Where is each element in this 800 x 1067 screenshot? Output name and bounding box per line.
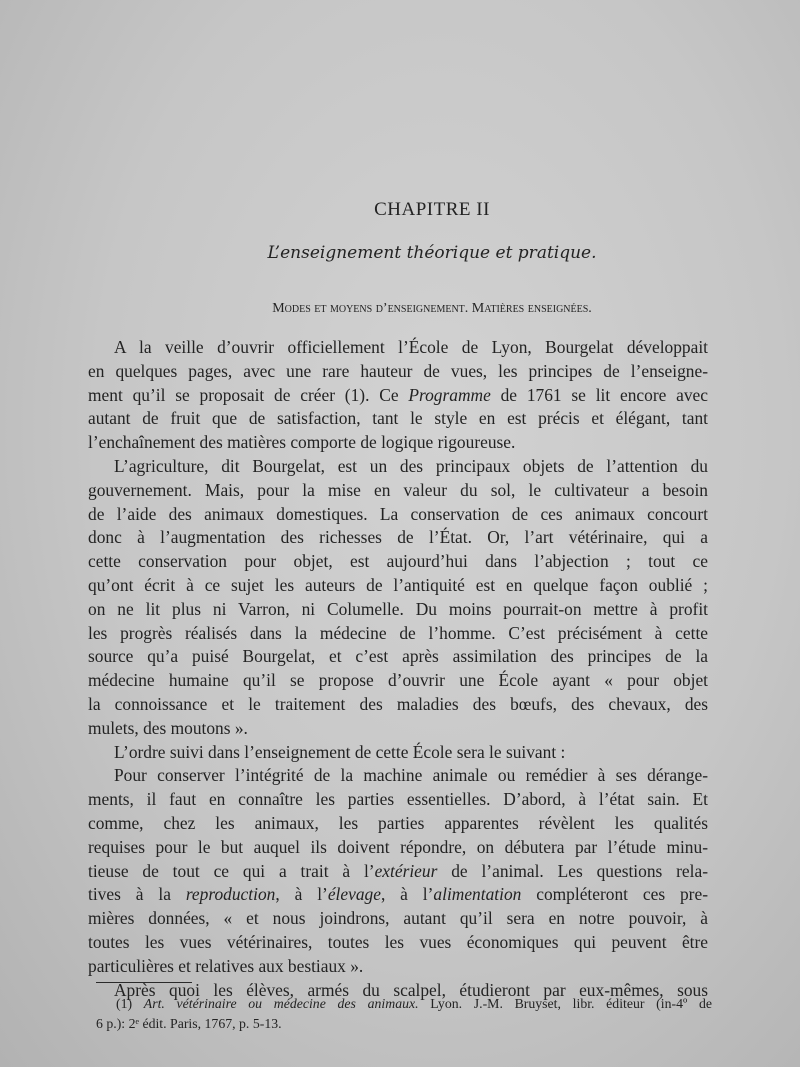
- italic-text: Programme: [408, 384, 491, 405]
- text-line: [88, 812, 708, 836]
- text-segment: 6 p.): 2ᵉ édit. Paris, 1767, p. 5-13.: [96, 1016, 282, 1031]
- text-segment: toutes les vues vétérinaires, toutes les vues économiques qui peuvent être: [88, 931, 708, 952]
- text-line: [88, 550, 708, 574]
- text-segment: L’agriculture, dit Bourgelat, est un des principaux objets de l’attention du: [114, 455, 708, 476]
- text-segment: cette conservation pour objet, est aujourd’hui dans l’abjection ; tout ce: [88, 551, 708, 572]
- text-line: [88, 431, 708, 455]
- text-segment: les progrès réalisés dans la médecine de l’homme. C’est précisément à cette: [88, 622, 708, 643]
- footnote-divider: [96, 982, 192, 983]
- text-line: [88, 526, 708, 550]
- text-segment: Lyon. J.-M. Bruyset, libr. éditeur (in-4º de: [418, 996, 712, 1011]
- text-line: [88, 693, 708, 717]
- text-segment: particulières et relatives aux bestiaux ».: [88, 955, 364, 976]
- text-segment: (1): [116, 996, 144, 1011]
- text-segment: de 1761 se lit encore avec: [490, 384, 708, 405]
- text-segment: l’enchaînement des matières comporte de logique rigoureuse.: [88, 432, 516, 453]
- text-line: [88, 360, 708, 384]
- text-segment: , à l’: [275, 884, 328, 905]
- paragraph: [88, 455, 708, 741]
- text-line: [88, 622, 708, 646]
- text-line: [88, 503, 708, 527]
- text-line: [88, 883, 708, 907]
- text-line: [88, 741, 708, 765]
- paragraph: [88, 336, 708, 455]
- text-segment: mières données, « et nous joindrons, autant qu’il sera en notre pouvoir, à: [88, 908, 708, 929]
- italic-text: Art. vétérinaire ou médecine des animaux.: [143, 996, 419, 1011]
- text-segment: de l’aide des animaux domestiques. La conservation de ces animaux concourt: [88, 503, 708, 524]
- chapter-subtitle: L’enseignement théorique et pratique.: [267, 243, 597, 263]
- text-segment: en quelques pages, avec une rare hauteur de vues, les principes de l’enseigne-: [88, 360, 708, 381]
- text-line: [88, 669, 708, 693]
- text-segment: compléteront ces pre-: [521, 884, 708, 905]
- text-line: [88, 598, 708, 622]
- text-line: [88, 645, 708, 669]
- italic-text: alimentation: [433, 884, 522, 905]
- text-segment: tives à la: [88, 884, 186, 905]
- text-line: [88, 384, 708, 408]
- chapter-title: CHAPITRE II: [374, 199, 490, 220]
- text-line: [88, 907, 708, 931]
- text-segment: la connoissance et le traitement des maladies des bœufs, des chevaux, des: [88, 693, 708, 714]
- text-line: [88, 574, 708, 598]
- body-text: [88, 336, 708, 1002]
- text-segment: ment qu’il se proposait de créer (1). Ce: [88, 384, 409, 405]
- text-line: [88, 836, 708, 860]
- text-segment: L’ordre suivi dans l’enseignement de cette École sera le suivant :: [114, 741, 566, 762]
- text-segment: Pour conserver l’intégrité de la machine animale ou remédier à ses dérange-: [114, 765, 708, 786]
- text-line: [88, 717, 708, 741]
- paragraph: [88, 764, 708, 978]
- text-segment: source qu’a puisé Bourgelat, et c’est après assimilation des principes de la: [88, 646, 708, 667]
- text-line: [88, 931, 708, 955]
- paragraph: [88, 741, 708, 765]
- text-segment: A la veille d’ouvrir officiellement l’École de Lyon, Bourgelat développait: [114, 337, 708, 357]
- text-line: [96, 994, 712, 1014]
- text-segment: gouvernement. Mais, pour la mise en valeur du sol, le cultivateur a besoin: [88, 479, 708, 500]
- italic-text: reproduction: [185, 884, 276, 905]
- text-segment: on ne lit plus ni Varron, ni Columelle. Du moins pourrait-on mettre à profit: [88, 598, 708, 619]
- text-line: [88, 955, 708, 979]
- text-segment: mulets, des moutons ».: [88, 717, 248, 738]
- text-segment: comme, chez les animaux, les parties apparentes révèlent les qualités: [88, 812, 708, 833]
- text-segment: qu’ont écrit à ce sujet les auteurs de l’antiquité est en quelque façon oublié ;: [88, 574, 708, 595]
- text-segment: tieuse de tout ce qui a trait à l’: [88, 860, 375, 881]
- text-segment: autant de fruit que de satisfaction, tant le style en est précis et élégant, tant: [88, 408, 708, 429]
- text-segment: Après quoi les élèves, armés du scalpel, étudieront par eux-mêmes, sous: [114, 979, 708, 1000]
- section-title: Modes et moyens d’enseignement. Matières enseignées.: [272, 301, 592, 316]
- text-line: [96, 1014, 712, 1034]
- italic-text: extérieur: [374, 860, 438, 881]
- text-segment: requises pour le but auquel ils doivent répondre, on débutera par l’étude minu-: [88, 836, 708, 857]
- text-line: [88, 407, 708, 431]
- footnote: [96, 994, 712, 1034]
- text-line: [88, 788, 708, 812]
- text-segment: donc à l’augmentation des richesses de l’État. Or, l’art vétérinaire, qui a: [88, 527, 708, 548]
- text-line: [88, 455, 708, 479]
- text-line: [88, 860, 708, 884]
- text-line: [88, 764, 708, 788]
- text-segment: ments, il faut en connaître les parties essentielles. D’abord, à l’état sain. Et: [88, 789, 708, 810]
- text-line: [88, 336, 708, 360]
- text-segment: , à l’: [380, 884, 434, 905]
- italic-text: élevage: [327, 884, 381, 905]
- text-segment: médecine humaine qu’il se propose d’ouvrir une École ayant « pour objet: [88, 670, 708, 691]
- text-segment: de l’animal. Les questions rela-: [437, 860, 708, 881]
- text-line: [88, 479, 708, 503]
